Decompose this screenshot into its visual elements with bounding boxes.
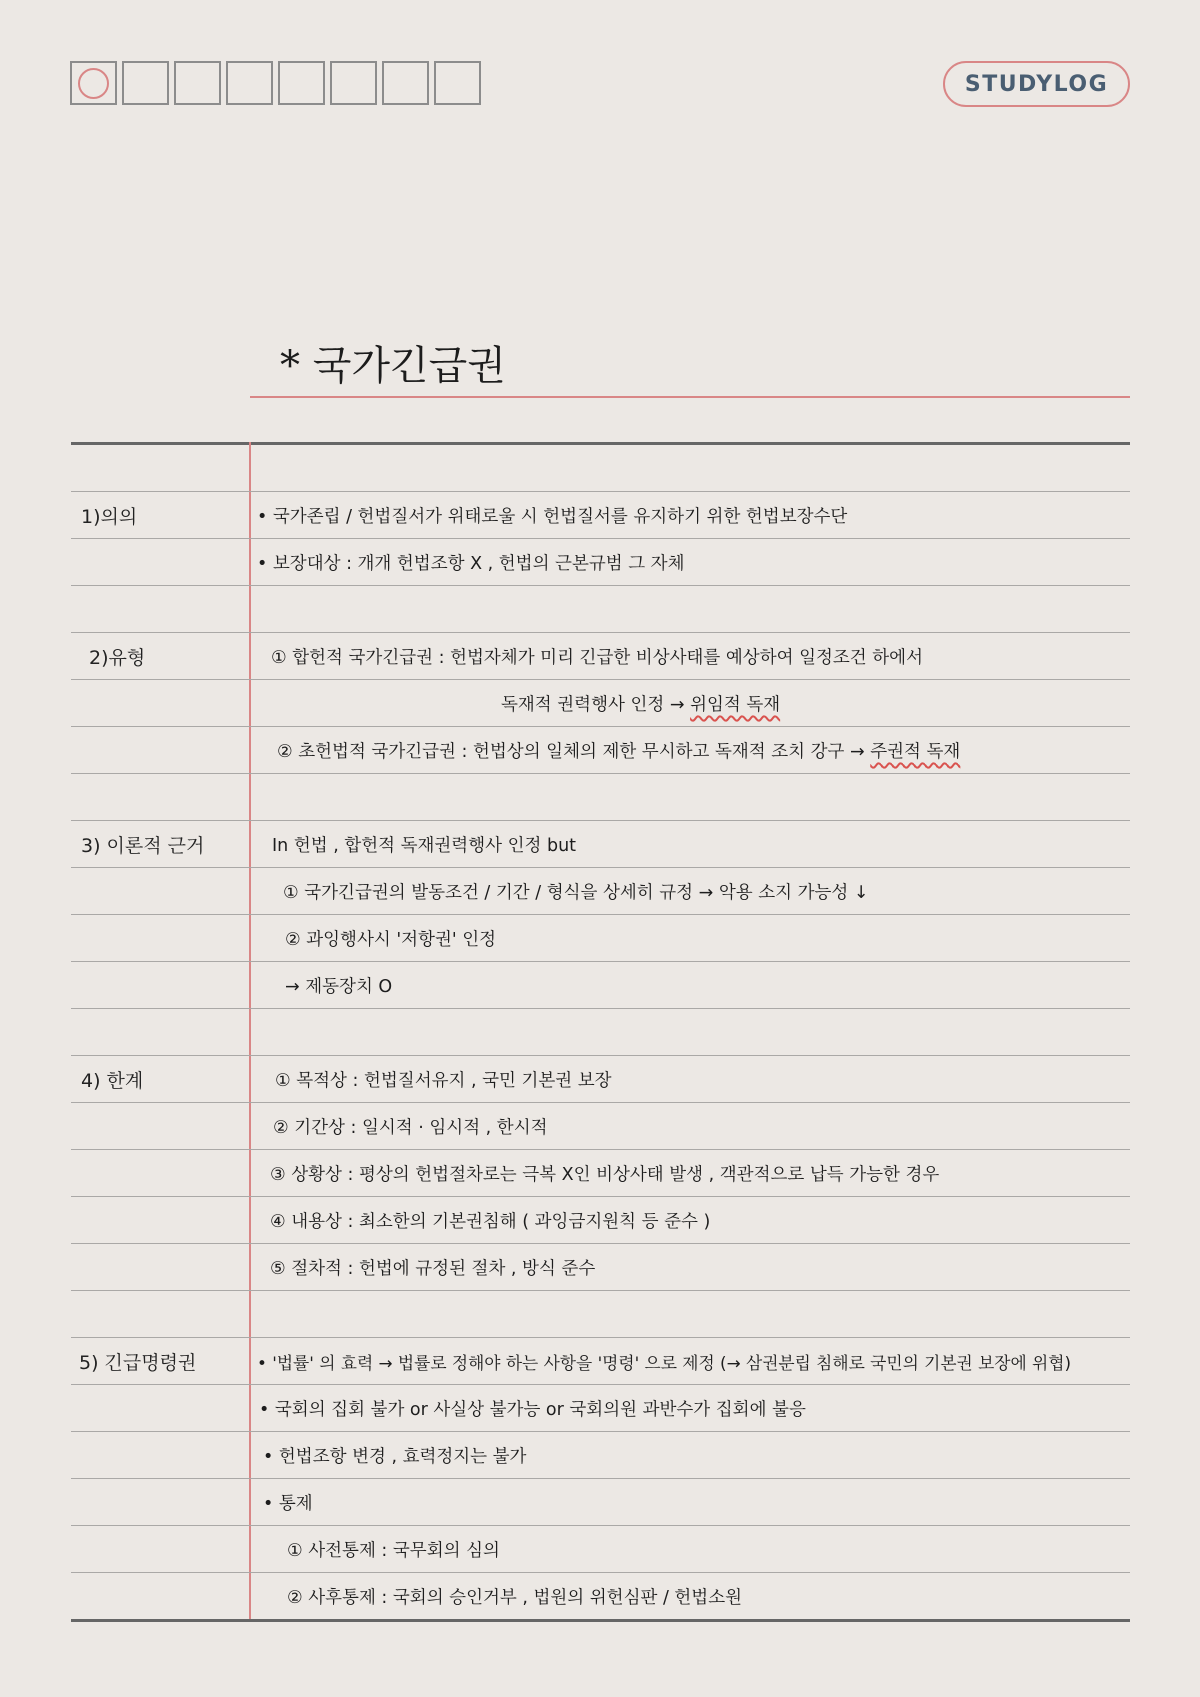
note-line: → 제동장치 O (285, 977, 393, 997)
note-rows (71, 445, 1130, 1620)
note-row (71, 1244, 1130, 1291)
note-row (71, 1009, 1130, 1056)
page-title: * 국가긴급권 (280, 343, 506, 389)
date-box-1 (70, 61, 117, 105)
date-box-2 (122, 61, 169, 105)
note-row (71, 1479, 1130, 1526)
note-line: • 통제 (263, 1494, 313, 1514)
note-line: • 헌법조항 변경 , 효력정지는 불가 (263, 1447, 527, 1467)
note-line: • 보장대상 : 개개 헌법조항 X , 헌법의 근본규범 그 자체 (257, 554, 685, 574)
note-row (71, 774, 1130, 821)
bottom-rule (71, 1619, 1130, 1622)
note-row (71, 1056, 1130, 1103)
note-line: ② 기간상 : 일시적 · 임시적 , 한시적 (273, 1118, 548, 1138)
date-box-5 (278, 61, 325, 105)
note-row (71, 1150, 1130, 1197)
note-row (71, 821, 1130, 868)
note-line: ⑤ 절차적 : 헌법에 규정된 절차 , 방식 준수 (270, 1259, 596, 1279)
note-row (71, 586, 1130, 633)
date-box-3 (174, 61, 221, 105)
note-line: • '법률' 의 효력 → 법률로 정해야 하는 사항을 '명령' 으로 제정 (→ 삼권분립 침해로 국민의 기본권 보장에 위협) (257, 1353, 1072, 1373)
note-line (277, 727, 960, 774)
circle-mark-icon (78, 68, 109, 99)
note-line: ① 합헌적 국가긴급권 : 헌법자체가 미리 긴급한 비상사태를 예상하여 일정조건 하에서 (271, 648, 923, 668)
note-row (71, 1573, 1130, 1620)
note-line: ④ 내용상 : 최소한의 기본권침해 ( 과잉금지원칙 등 준수 ) (270, 1212, 711, 1232)
note-row (71, 445, 1130, 492)
date-box-7 (382, 61, 429, 105)
note-line (501, 680, 780, 727)
note-row (71, 1385, 1130, 1432)
note-row (71, 1103, 1130, 1150)
note-line: ② 사후통제 : 국회의 승인거부 , 법원의 위헌심판 / 헌법소원 (287, 1588, 743, 1608)
note-line: ① 국가긴급권의 발동조건 / 기간 / 형식을 상세히 규정 → 악용 소지 가능성 ↓ (283, 883, 869, 903)
note-row (71, 962, 1130, 1009)
note-text: 독재적 권력행사 인정 → (501, 695, 691, 715)
note-row (71, 1526, 1130, 1573)
note-line: ② 과잉행사시 '저항권' 인정 (285, 930, 497, 950)
note-line: ① 사전통제 : 국무회의 심의 (287, 1541, 500, 1561)
date-box-4 (226, 61, 273, 105)
note-row (71, 539, 1130, 586)
section-label-emergency-order: 5) 긴급명령권 (79, 1352, 197, 1374)
section-label-limits: 4) 한계 (81, 1070, 144, 1092)
note-text: ② 초헌법적 국가긴급권 : 헌법상의 일체의 제한 무시하고 독재적 조치 강구 → (277, 742, 871, 762)
note-row (71, 1338, 1130, 1385)
section-label-theoretical-basis: 3) 이론적 근거 (81, 835, 205, 857)
studylog-badge: STUDYLOG (943, 61, 1130, 107)
note-row (71, 868, 1130, 915)
note-line: • 국회의 집회 불가 or 사실상 불가능 or 국회의원 과반수가 집회에 불응 (259, 1400, 806, 1420)
date-box-6 (330, 61, 377, 105)
note-row (71, 1291, 1130, 1338)
note-row (71, 633, 1130, 680)
note-row (71, 727, 1130, 774)
note-row (71, 1432, 1130, 1479)
date-boxes (70, 61, 486, 105)
highlight-sovereign-dictatorship: 주권적 독재 (870, 742, 961, 762)
note-row (71, 1197, 1130, 1244)
note-row (71, 680, 1130, 727)
note-line: ③ 상황상 : 평상의 헌법절차로는 극복 X인 비상사태 발생 , 객관적으로 납득 가능한 경우 (270, 1165, 940, 1185)
note-row (71, 915, 1130, 962)
note-line: ① 목적상 : 헌법질서유지 , 국민 기본권 보장 (275, 1071, 612, 1091)
date-box-8 (434, 61, 481, 105)
note-line: • 국가존립 / 헌법질서가 위태로울 시 헌법질서를 유지하기 위한 헌법보장수단 (257, 507, 848, 527)
note-row (71, 492, 1130, 539)
section-label-meaning: 1)의의 (81, 506, 138, 528)
highlight-delegated-dictatorship: 위임적 독재 (690, 695, 781, 715)
title-underline (250, 396, 1130, 398)
note-line: In 헌법 , 합헌적 독재권력행사 인정 but (272, 836, 577, 856)
section-label-types: 2)유형 (89, 647, 146, 669)
